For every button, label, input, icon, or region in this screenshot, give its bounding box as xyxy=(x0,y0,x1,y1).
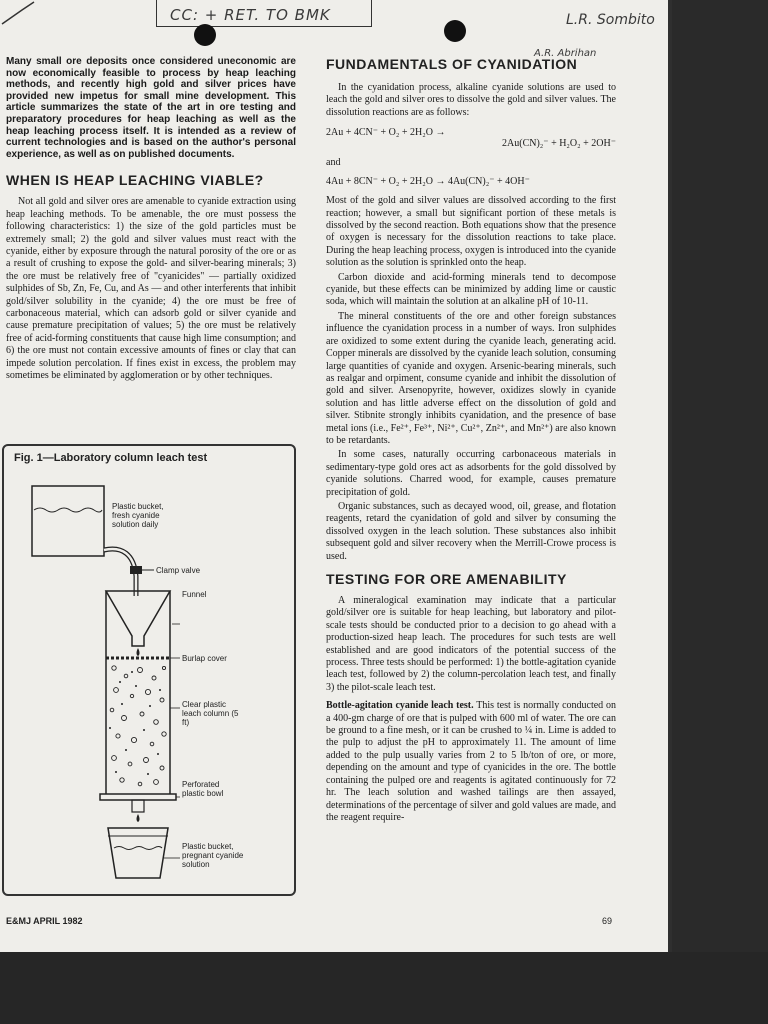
label-leach-column: Clear plastic leach column (5 ft) xyxy=(182,700,239,727)
handwritten-name-2: A.R. Abrihan xyxy=(534,48,597,59)
page-number: 69 xyxy=(602,916,613,926)
heading-fundamentals-cyanidation: FUNDAMENTALS OF CYANIDATION xyxy=(326,56,578,72)
equation-1-right: 2Au(CN)₂⁻ + H₂O₂ + 2OH⁻ xyxy=(502,138,616,150)
right-column xyxy=(326,56,616,826)
bottle-agitation-body: This test is normally conducted on a 400-gm charge of ore that is pulped with 600 ml of water. The ore can be ground to a fine mesh, or it can be crushed to ¼ in. Lime is added to the pulp to adjust the pH to approximately 11. The amount of lime added to the pulp usually varies from 2 to 5 lb/ton of ore, or more, depending on the amount and type of cyanicides in the ore. The bottle containing the pulped ore and reagents is agitated continuously for 72 hr. The leach solution and washed tailings are then assayed, determinations of the percentage of silver and gold values are made, and the reagent require- xyxy=(326,700,616,823)
label-funnel: Funnel xyxy=(182,590,207,599)
label-bottom-bucket: Plastic bucket, pregnant cyanide solution xyxy=(182,842,244,869)
label-perforated-bowl: Perforated plastic bowl xyxy=(182,780,224,798)
heading-testing-ore-amenability: TESTING FOR ORE AMENABILITY xyxy=(326,571,567,587)
cyanidation-para-2: Most of the gold and silver values are dissolved according to the first reaction; however, a small but significant portion of these metals is dissolved by the second reaction. Both equations show that the presence of oxygen is necessary for the dissolution reactions to take place. During the heap leaching process, oxygen is introduced into the cyanide solution as the solution is sprinkled onto the heap. xyxy=(326,195,616,269)
handwritten-note: CC: + RET. TO BMK xyxy=(170,6,331,24)
cyanidation-para-4: The mineral constituents of the ore and other foreign substances influence the cyanidation process in a number of ways. Iron sulphides are oxidized to some extent during the cyanide leach, generating acid. Copper minerals are dissolved by the cyanide leach solution, consuming large quantities of cyanide and oxygen. Arsenic-bearing minerals, such as realgar and orpiment, consume cyanide and inhibit the dissolution of gold and silver. Arsenopyrite, however, oxidizes slowly in cyanide solution and has little adverse effect on the dissolution of gold and silver. Stibnite strongly inhibits cyanidation, and the presence of base metal ions (i.e., Fe²⁺, Fe³⁺, Ni²⁺, Cu²⁺, Zn²⁺, and Mn²⁺) are also known to be retardants. xyxy=(326,310,616,446)
handwritten-name-1: L.R. Sombito xyxy=(566,12,655,28)
testing-para-1: A mineralogical examination may indicate that a particular gold/silver ore is suitable for heap leaching, but laboratory and pilot-scale tests should be conducted prior to a decision to go ahead with a production-sized heap leach. The procedures for such tests are well established and are good indicators of the potential success of the process. Three tests should be performed: 1) the bottle-agitation cyanide leach test, followed by 2) the column-percolation leach test, and finally 3) the pilot-scale leach test. xyxy=(326,595,616,693)
cyanidation-para-3: Carbon dioxide and acid-forming minerals tend to decompose cyanide, but these effects can be minimized by adding lime or caustic soda, which will maintain the solution at an alkaline pH of 10-11. xyxy=(326,271,616,308)
cyanidation-intro: In the cyanidation process, alkaline cyanide solutions are used to leach the gold and silver ores to dissolve the gold and silver values. The dissolution reactions are as follows: xyxy=(326,82,616,118)
figure-column-leach-test xyxy=(2,444,296,896)
dark-background-bottom xyxy=(0,952,768,1024)
label-burlap-cover: Burlap cover xyxy=(182,654,227,663)
intro-paragraph: Many small ore deposits once considered uneconomic are now economically feasible to process by heap leaching methods, and recently high gold and silver prices have provided new impetus for small mine development. This article summarizes the state of the art in ore testing and preparatory procedures for heap leaching as well as the heap leaching process itself. It is intended as a review of current technologies and is based on the author's personal experience, as well as on published documents. xyxy=(6,56,296,160)
pen-mark-icon xyxy=(0,0,40,30)
figure-title: Fig. 1—Laboratory column leach test xyxy=(14,452,208,464)
bottle-agitation-lead: Bottle-agitation cyanide leach test. xyxy=(326,700,474,712)
cyanidation-para-5: In some cases, naturally occurring carbonaceous materials in sedimentary-type gold ores act as adsorbents for the gold dissolved by cyanide solutions. Charred wood, for example, causes premature precipitation of gold. xyxy=(326,449,616,498)
heap-leaching-body: Not all gold and silver ores are amenable to cyanide extraction using heap leaching methods. To be amenable, the ore must possess the following characteristics: 1) the size of the gold particles must be extremely small; 2) the gold and silver values must react with the cyanide, either by exposure through the natural porosity of the ore or as a result of crushing to expose the gold- and silver-bearing minerals; 3) the ore must be relatively free of "cyanicides" — partially oxidized sulphides of Sb, Zn, Fe, Cu, and As — and other interferents that inhibit gold/silver solubility in the cyanide; 4) the ore must be free of carbonaceous material, which can adsorb gold or silver cyanide and cause premature precipitation of values; 5) the ore must be relatively free of acid-forming constituents that cause high lime consumption; and 6) the ore must not contain excessive amounts of fines or clay that can impede solution percolation. If fines exist in excess, the problem may sometimes be eliminated by agglomeration or by other techniques. xyxy=(6,196,296,382)
label-top-bucket: Plastic bucket, fresh cyanide solution daily xyxy=(112,502,164,529)
journal-footer: E&MJ APRIL 1982 xyxy=(6,916,83,926)
binder-hole-left xyxy=(194,24,216,46)
equation-2: 4Au + 8CN⁻ + O₂ + 2H₂O → 4Au(CN)₂⁻ + 4OH⁻ xyxy=(326,176,530,188)
and-text: and xyxy=(326,157,341,169)
left-column xyxy=(6,56,296,384)
dark-background-right xyxy=(672,0,768,1024)
heading-heap-leaching-viable: WHEN IS HEAP LEACHING VIABLE? xyxy=(6,172,264,189)
binder-hole-right xyxy=(444,20,466,42)
cyanidation-para-6: Organic substances, such as decayed wood, oil, grease, and flotation reagents, retard the cyanidation of gold and silver by consuming the dissolved oxygen in the leach solution. These substances also inhibit subsequent gold and silver recovery when the Merrill-Crowe process is used. xyxy=(326,500,616,562)
label-clamp-valve: Clamp valve xyxy=(156,566,201,575)
equation-1-left: 2Au + 4CN⁻ + O₂ + 2H₂O → xyxy=(326,127,446,139)
testing-para-2 xyxy=(326,700,616,824)
